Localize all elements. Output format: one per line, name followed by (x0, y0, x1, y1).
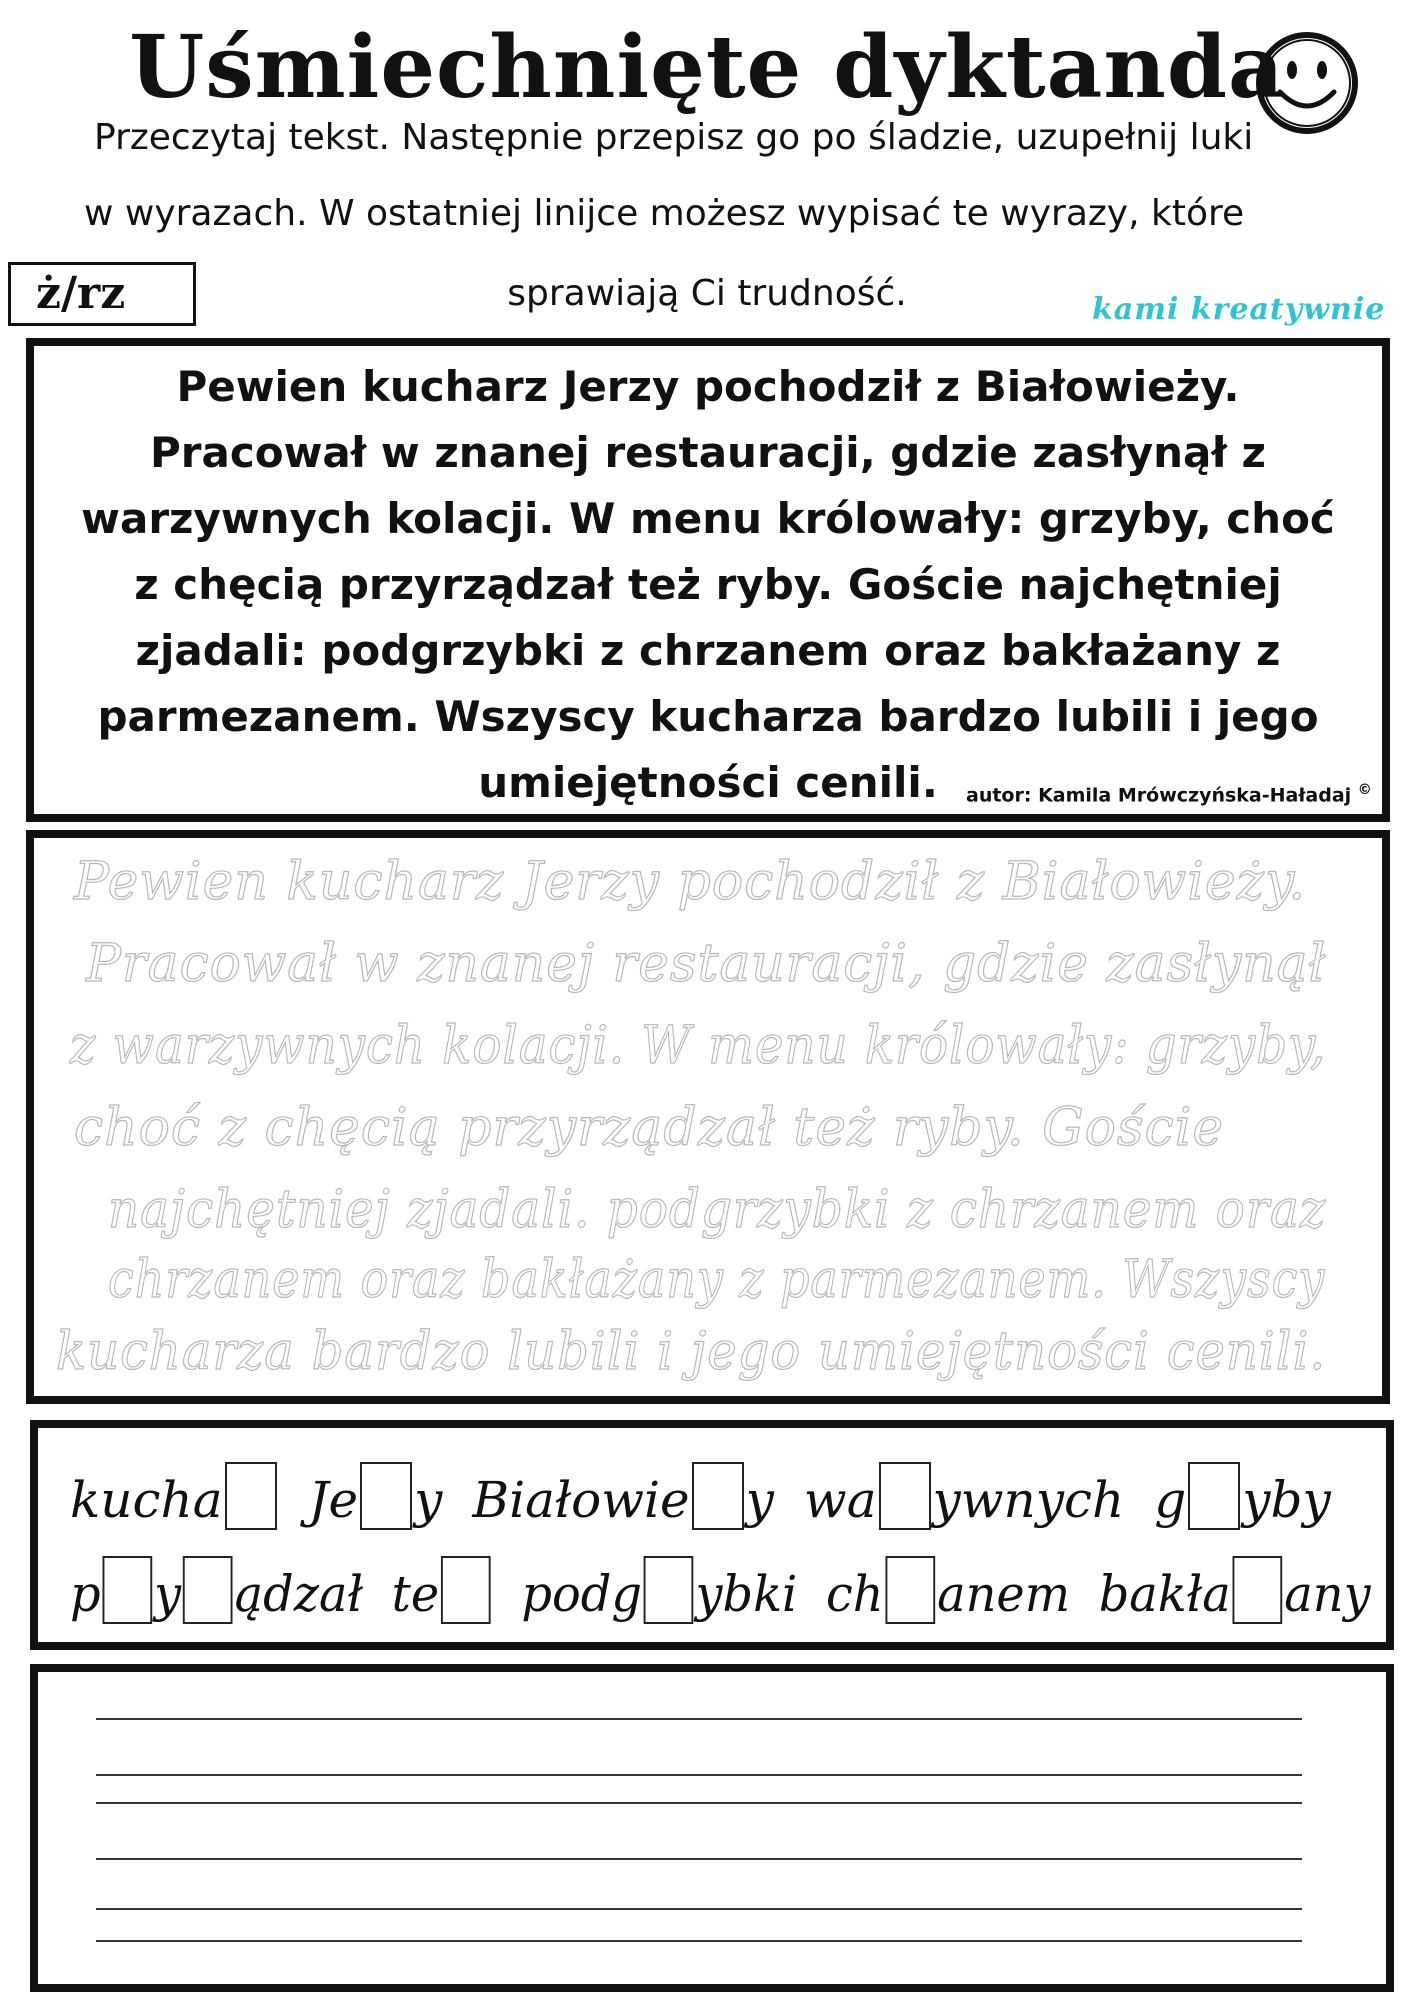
gap-input[interactable] (879, 1462, 931, 1530)
instruction-line-1: Przeczytaj tekst. Następnie przepisz go po śladzie, uzupełnij luki (94, 117, 1254, 158)
author-credit (966, 782, 1372, 806)
gap-row-2 (70, 1556, 1371, 1624)
gap-word: ch anem (826, 1556, 1070, 1624)
gap-input[interactable] (692, 1462, 744, 1530)
trace-line: kucharza bardzo lubili i jego umiejętności cenili. (56, 1322, 1327, 1382)
instruction-line-3: sprawiają Ci trudność. (507, 273, 907, 314)
story-line: umiejętności cenili. (478, 758, 938, 807)
gap-word: p y ądzał (70, 1556, 363, 1624)
gap-word: kucha (70, 1462, 279, 1530)
story-line: parmezanem. Wszyscy kucharza bardzo lubili i jego (97, 692, 1319, 741)
writing-line (96, 1940, 1302, 1942)
writing-line (96, 1718, 1302, 1720)
gap-input[interactable] (885, 1556, 935, 1624)
story-text (34, 354, 1382, 816)
topic-label: ż/rz (36, 268, 126, 319)
story-line: zjadali: podgrzybki z chrzanem oraz bakłażany z (135, 626, 1281, 675)
brand-logo: kami kreatywnie (1092, 292, 1386, 327)
trace-line: chrzanem oraz bakłażany z parmezanem. Wszyscy (108, 1250, 1326, 1310)
writing-line (96, 1908, 1302, 1910)
story-line: warzywnych kolacji. W menu królowały: grzyby, choć (81, 494, 1335, 543)
gap-word: podg ybki (521, 1556, 797, 1624)
gap-word: g yby (1154, 1462, 1331, 1530)
copyright-icon: © (1357, 782, 1372, 798)
gap-input[interactable] (183, 1556, 233, 1624)
writing-line (96, 1774, 1302, 1776)
trace-line: najchętniej zjadali. podgrzybki z chrzanem oraz (108, 1180, 1327, 1240)
gap-word: Je y (309, 1462, 443, 1530)
author-text: autor: Kamila Mrówczyńska-Haładaj (966, 784, 1352, 807)
writing-line (96, 1802, 1302, 1804)
writing-box[interactable] (30, 1664, 1394, 1992)
trace-line: choć z chęcią przyrządzał też ryby. Goście (74, 1098, 1225, 1158)
gap-input[interactable] (225, 1462, 277, 1530)
gap-row-1 (70, 1462, 1370, 1530)
gap-input[interactable] (103, 1556, 153, 1624)
trace-line: Pewien kucharz Jerzy pochodził z Białowieży. (74, 852, 1307, 912)
gap-input[interactable] (360, 1462, 412, 1530)
gap-word: te (392, 1556, 493, 1624)
page-title: Uśmiechnięte dyktanda (129, 17, 1285, 118)
story-line: Pracował w znanej restauracji, gdzie zasłynął z (149, 428, 1266, 477)
instruction-line-2: w wyrazach. W ostatniej linijce możesz wypisać te wyrazy, które (84, 193, 1245, 234)
gap-input[interactable] (1188, 1462, 1240, 1530)
story-line: z chęcią przyrządzał też ryby. Goście najchętniej (134, 560, 1282, 609)
trace-line: Pracował w znanej restauracji, gdzie zasłynął (86, 934, 1327, 994)
trace-line: z warzywnych kolacji. W menu królowały: grzyby, (70, 1016, 1327, 1076)
story-line: Pewien kucharz Jerzy pochodził z Białowieży. (176, 362, 1240, 411)
gap-input[interactable] (644, 1556, 694, 1624)
writing-line (96, 1858, 1302, 1860)
gap-input[interactable] (1233, 1556, 1283, 1624)
gap-word: bakła any (1099, 1556, 1371, 1624)
gap-word: wa ywnych (804, 1462, 1124, 1530)
gap-input[interactable] (441, 1556, 491, 1624)
gap-word: Białowie y (472, 1462, 774, 1530)
